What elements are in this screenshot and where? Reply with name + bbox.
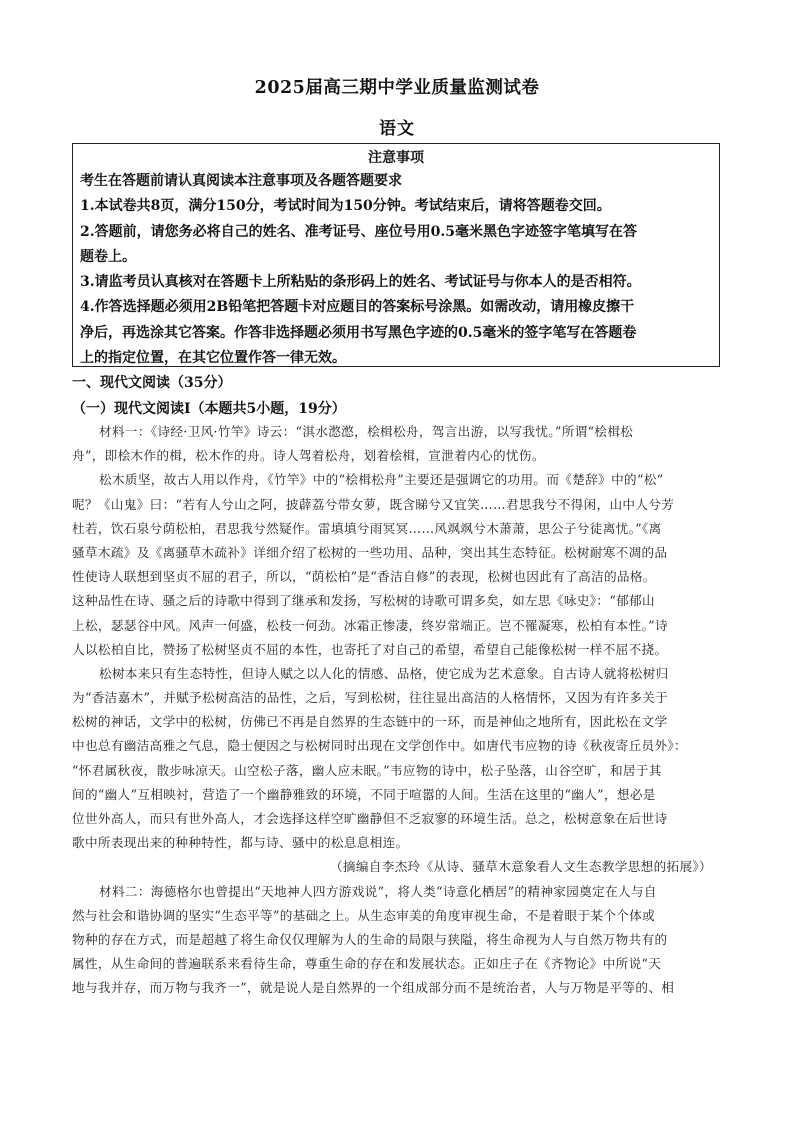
passage-line: 属性，从生命间的普遍联系来看待生命，尊重生命的存在和发展状态。正如庄子在《齐物论》中所说“天 [72, 956, 662, 972]
passage-source: （摘编自李杰玲《从诗、骚草木意象看人文生态教学思想的拓展》） [329, 859, 712, 875]
passage-line: “怀君属秋夜，散步咏凉天。山空松子落，幽人应未眠。”韦应物的诗中，松子坠落，山谷空旷，和居于其 [72, 762, 662, 778]
passage-material-one [72, 420, 720, 1001]
passage-line: 骚草木疏》及《离骚草木疏补》详细介绍了松树的一些功用、品种，突出其生态特征。松树耐寒不凋的品 [72, 544, 668, 560]
passage-line: 间的“幽人”互相映衬，营造了一个幽静雅致的环境，不同于喧嚣的人间。生活在这里的“幽人”，想必是 [72, 786, 656, 802]
passage-line: 位世外高人，而只有世外高人，才会选择这样空旷幽静但不乏寂寥的环境生活。总之，松树意象在后世诗 [72, 811, 668, 826]
passage-line: 这种品性在诗、骚之后的诗歌中得到了继承和发扬，写松树的诗歌可谓多矣，如左思《咏史》：“郁郁山 [72, 593, 655, 609]
notice-item: 2.答题前，请您务必将自己的姓名、准考证号、座位号用0.5毫米黑色字迹签字笔填写在答 [80, 223, 637, 240]
passage-line: 松树本来只有生态特性，但诗人赋之以人化的情感、品格，使它成为艺术意象。自古诗人就将松树归 [99, 665, 669, 681]
passage-line: 材料二：海德格尔也曾提出“天地神人四方游戏说”，将人类“诗意化栖居”的精神家园奠定在人与自 [99, 883, 657, 899]
passage-line: 为“香洁嘉木”，并赋予松树高洁的品性，之后，写到松树，往往显出高洁的人格情怀，又因为有许多关于 [72, 690, 669, 706]
passage-line: 松树的神话，文学中的松树，仿佛已不再是自然界的生态链中的一环，而是神仙之地所有，因此松在文学 [72, 714, 668, 730]
notice-item: 题卷上。 [80, 248, 136, 265]
passage-line: 松木质坚，故古人用以作舟，《竹竿》中的“桧楫松舟”主要还是强调它的功用。而《楚辞》中的“松” [99, 472, 664, 488]
notice-item: 4.作答选择题必须用2B铅笔把答题卡对应题目的答案标号涂黑。如需改动，请用橡皮擦干 [80, 299, 635, 316]
notice-item: 净后，再选涂其它答案。作答非选择题必须用书写黑色字迹的0.5毫米的签字笔写在答题卷 [80, 324, 637, 341]
passage-line: 呢？《山鬼》曰：“若有人兮山之阿，披薜荔兮带女萝，既含睇兮又宜笑……君思我兮不得闲，山中人兮芳 [72, 496, 675, 512]
exam-title: 2025届高三期中学业质量监测试卷 [254, 78, 540, 98]
notice-intro: 考生在答题前请认真阅读本注意事项及各题答题要求 [80, 173, 402, 189]
passage-line: 材料一：《诗经·卫风·竹竿》诗云：“淇水滺滺，桧楫松舟，驾言出游，以写我忧。”所谓“桧楫松 [99, 424, 634, 439]
passage-line: 性使诗人联想到坚贞不屈的君子，所以，“荫松柏”是“香洁自修”的表现，松树也因此有了高洁的品格。 [72, 569, 656, 585]
section-subheading: （一）现代文阅读Ⅰ（本题共5小题，19分） [72, 401, 346, 417]
passage-line: 歌中所表现出来的种种特性，都与诗、骚中的松息息相连。 [72, 835, 409, 851]
passage-line: 中也总有幽洁高雅之气息，隐士便因之与松树同时出现在文学创作中。如唐代韦应物的诗《秋夜寄丘员外》： [72, 738, 687, 754]
passage-line: 杜若，饮石泉兮荫松柏，君思我兮然疑作。雷填填兮雨冥冥……风飒飒兮木萧萧，思公子兮徒离忧。”《离 [72, 520, 662, 536]
notice-title: 注意事项 [368, 150, 424, 166]
notice-item: 上的指定位置，在其它位置作答一律无效。 [80, 350, 346, 367]
notice-box [72, 143, 720, 367]
passage-line: 上松，瑟瑟谷中风。风声一何盛，松枝一何劲。冰霜正惨凄，终岁常端正。岂不罹凝寒，松柏有本性。”诗 [72, 617, 668, 633]
passage-line: 舟”，即桧木作的楫，松木作的舟。诗人驾着松舟，划着桧楫，宣泄着内心的忧伤。 [72, 448, 545, 464]
passage-line: 然与社会和谐协调的坚实“生态平等”的基础之上。从生态审美的角度审视生命，不是着眼于某个个体或 [72, 907, 656, 923]
passage-line: 物种的存在方式，而是超越了将生命仅仅理解为人的生命的局限与狭隘，将生命视为人与自然万物共有的 [72, 931, 668, 947]
passage-line: 地与我并存，而万物与我齐一”，就是说人是自然界的一个组成部分而不是统治者，人与万物是平等的、相 [72, 980, 675, 996]
section-heading: 一、现代文阅读（35分） [72, 375, 232, 391]
notice-item: 1.本试卷共8页，满分150分，考试时间为150分钟。考试结束后，请将答题卷交回。 [80, 198, 611, 215]
notice-item: 3.请监考员认真核对在答题卡上所粘贴的条形码上的姓名、考试证号与你本人的是否相符。 [80, 274, 641, 291]
passage-line: 人以松柏自比，赞扬了松树坚贞不屈的本性，也寄托了对自己的希望，希望自己能像松树一样不屈不挠。 [72, 641, 668, 657]
subject-title: 语文 [379, 119, 415, 139]
